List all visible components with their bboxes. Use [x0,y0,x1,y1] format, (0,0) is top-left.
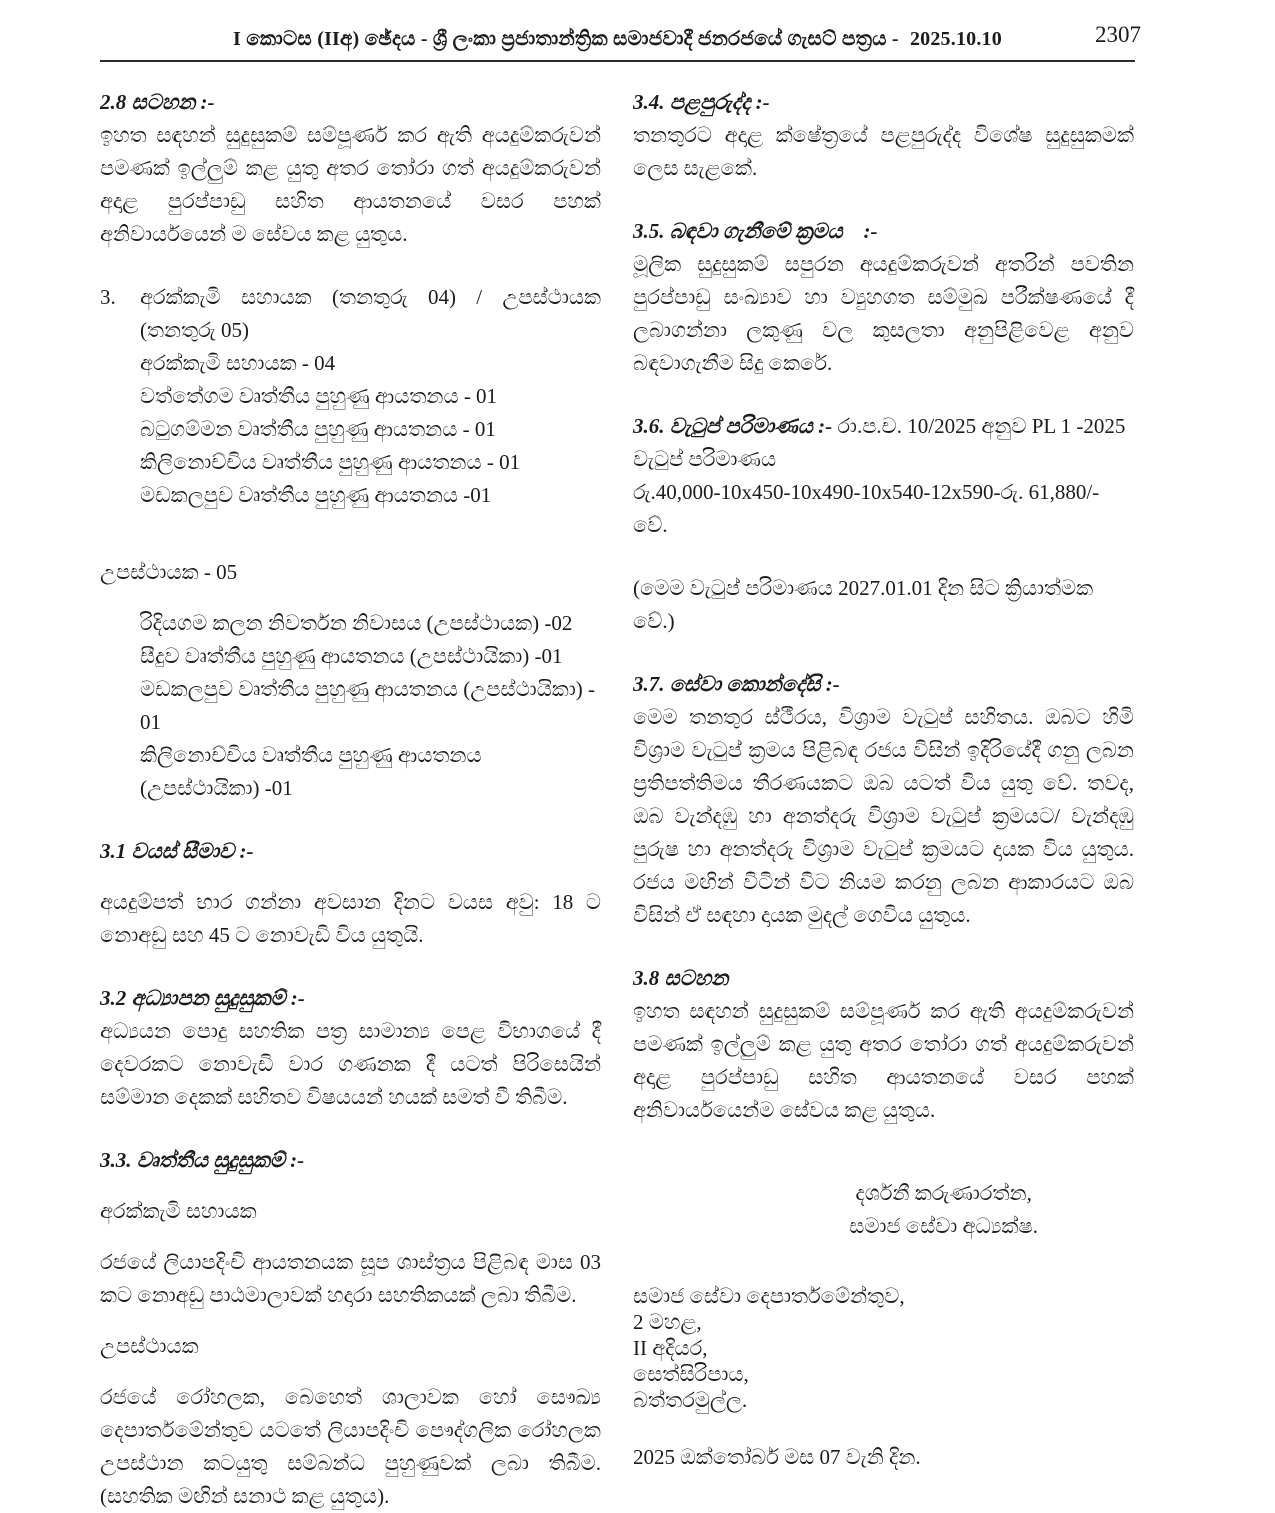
institution-line: කිලිනොච්චිය වෘත්තීය පුහුණු ආයතනය - 01 [140,450,521,474]
section-2-8-body: ඉහත සඳහන් සුදුසුකම් සම්පූර්ණ කර ඇති අයදුම්කරුවන් පමණක් ඉල්ලුම් කළ යුතු අතර තෝරා ගත් අයදුම්කරුවන් අදාළ පුරප්පාඩු සහිත ආයතනයේ වසර පහක් අනිවාර්යයෙන් ම සේවය කළ යුතුය. [100,123,601,246]
gazette-header-title [100,26,1135,52]
gazette-date: 2025.10.10 [909,28,1002,50]
page-header [100,22,1141,62]
department-address [633,1283,1134,1413]
section-3-6-heading: 3.6. වැටුප් පරිමාණය :- [633,414,833,438]
salary-scale-values: රු.40,000-10x450-10x490-10x540-12x590-රු. 61,880/- වේ. [633,480,1100,537]
institution-line: මඩකලපුව වෘත්තීය පුහුණු ආයතනය -01 [140,483,492,507]
section-3-8-body: ඉහත සඳහන් සුදුසුකම් සම්පූර්ණ කර ඇති අයදුම්කරුවන් පමණක් ඉල්ලුම් කළ යුතු අතර තෝරා ගත් අයදුම්කරුවන් අදාළ පුරප්පාඩු සහිත ආයතනයේ වසර පහක් අනිවාර්යයෙන්ම සේවය කළ යුතුය. [633,999,1134,1122]
institution-line: රිදියගම කලන නිවර්තන නිවාසය (උපස්ථායක) -02 [140,611,573,635]
section-3-5-heading: 3.5. බඳවා ගැනීමේ ක්‍රමය :- [633,219,878,243]
vacancy-item-3 [100,281,601,512]
institution-list-2 [140,607,601,805]
section-2-8-heading: 2.8 සටහන :- [100,90,215,114]
gazette-title-text: I කොටස (IIඅ) ඡේදය - ශ්‍රී ලංකා ප්‍රජාතාන්ත්‍රික සමාජවාදී ජනරජයේ ගැසට් පත්‍රය - [233,28,904,50]
section-3-3-heading: 3.3. වෘත්තීය සුදුසුකම් :- [100,1148,305,1172]
page-number: 2307 [1095,22,1141,47]
item-3-title: අරක්කැමි සහායක (තනතුරු 04) / උපස්ථායක (තනතුරු 05) [140,285,601,342]
post-name-line: උපස්ථායක [100,1334,199,1358]
institution-line: සීදුව වෘත්තීය පුහුණු ආයතනය (උපස්ථායිකා) -01 [140,644,563,668]
section-3-1-body: අයදුම්පත් භාර ගන්නා අවසාන දිනට වයස අවු: 18 ට නොඅඩු සහ 45 ට නොවැඩි විය යුතුයි. [100,890,601,947]
section-3-3-body-2: රජයේ රෝහලක, බෙහෙත් ශාලාවක හෝ සෞඛ්‍ය දෙපාර්තමේන්තුව යටතේ ලියාපදිංචි පෞද්ගලික රෝහලක උපස්ථාන කටයුතු සම්බන්ධ පුහුණුවක් ලබා තිබීම. (සහතික මඟින් සනාථ කළ යුතුය). [100,1385,601,1508]
signatory-title: සමාජ සේවා අධ්‍යක්ෂ. [849,1214,1038,1238]
section-3-8-heading: 3.8 සටහන [633,966,729,990]
section-3-4-body: තනතුරට අදාළ ක්ෂේත්‍රයේ පළපුරුද්ද විශේෂ සුදුසුකමක් ලෙස සැළකේ. [633,123,1134,180]
institution-line: කිලිනොච්චිය වෘත්තීය පුහුණු ආයතනය (උපස්ථායිකා) -01 [140,743,482,800]
item-number: 3. [100,285,116,309]
post-count-line: අරක්කැමි සහායක - 04 [140,351,336,375]
section-3-4-heading: 3.4. පළපුරුද්ද :- [633,90,770,114]
institution-line: මඩකලපුව වෘත්තීය පුහුණු ආයතනය (උපස්ථායිකා) - 01 [140,677,596,734]
signature-block [793,1177,1094,1243]
signatory-name: දර්ශනී කරුණාරත්න, [855,1181,1032,1205]
post-count-line: උපස්ථායක - 05 [100,560,238,584]
institution-line: බටුගම්මන වෘත්තීය පුහුණු ආයතනය - 01 [140,417,496,441]
section-3-2-body: අධ්‍යයන පොදු සහතික පත්‍ර සාමාන්‍ය පෙළ විභාගයේ දී දෙවරකට නොවැඩි වාර ගණනක දී යටත් පිරිසෙයින් සම්මාන දෙකක් සහිතව විෂයයන් හයක් සමත් වී තිබීම. [100,1019,601,1109]
item-3-body [140,281,601,512]
section-3-2-heading: 3.2 අධ්‍යාපන සුදුසුකම් :- [100,986,305,1010]
section-3-3-body-1: රජයේ ලියාපදිංචි ආයතනයක සූප ශාස්ත්‍රය පිළිබඳ මාස 03 කට නොඅඩු පාඨමාලාවක් හදාරා සහතිකයක් ලබා තිබීම. [100,1250,601,1307]
section-3-7-heading: 3.7. සේවා කොන්දේසි :- [633,672,840,696]
header-rule [100,60,1135,62]
section-3-5-body: මූලික සුදුසුකම් සපුරන අයදුම්කරුවන් අතරින් පවතින පුරප්පාඩු සංඛ්‍යාව හා ව්‍යුහගත සම්මුඛ පරීක්ෂණයේ දී ලබාගන්නා ලකුණු වල කුසලතා අනුපිළිවෙළ අනුව බඳවාගැනීම සිදු කෙරේ. [633,252,1134,375]
salary-scale-label: වැටුප් පරිමාණය [633,447,777,471]
address-line: II අදියර, [633,1336,708,1360]
salary-effective-note: (මෙම වැටුප් පරිමාණය 2027.01.01 දින සිට ක්‍රියාත්මක වේ.) [633,576,1094,633]
address-line: සෙත්සිරිපාය, [633,1362,749,1386]
section-3-6-line-1 [633,410,1134,443]
institution-line: වත්තේගම වෘත්තීය පුහුණු ආයතනය - 01 [140,384,498,408]
two-column-body [100,86,1135,1513]
section-3-7-body: මෙම තනතුර ස්ථීරය, විශ්‍රාම වැටුප් සහිතය. ඔබට හිමි විශ්‍රාම වැටුප් ක්‍රමය පිළිබඳ රජය විසින් ඉදිරියේදී ගනු ලබන ප්‍රතිපත්තිමය තීරණයකට ඔබ යටත් විය යුතු වේ. තවද, ඔබ වැන්දඹු හා අනත්දරු විශ්‍රාම වැටුප් ක්‍රමයට/ වැන්දඹු පුරුෂ හා අනත්දරු විශ්‍රාම වැටුප් ක්‍රමයට දායක විය යුතුය. රජය මඟින් විටින් විට නියම කරනු ලබන ආකාරයට ඔබ විසින් ඒ සඳහා දායක මුදල් ගෙවිය යුතුය. [633,705,1134,927]
left-column [100,86,601,1513]
section-3-1-heading: 3.1 වයස් සීමාව :- [100,839,254,863]
post-name-line: අරක්කැමි සහායක [100,1199,257,1223]
right-column [633,86,1134,1513]
gazette-notice-date: 2025 ඔක්තෝබර් මස 07 වැනි දින. [633,1445,921,1469]
address-line: සමාජ සේවා දෙපාර්තමේන්තුව, [633,1284,905,1308]
address-line: 2 මහළ, [633,1310,702,1334]
gazette-page [100,22,1141,1513]
address-line: බත්තරමුල්ල. [633,1388,748,1412]
section-3-6-inline: රා.ප.ච. 10/2025 අනුව PL 1 -2025 [832,414,1126,438]
